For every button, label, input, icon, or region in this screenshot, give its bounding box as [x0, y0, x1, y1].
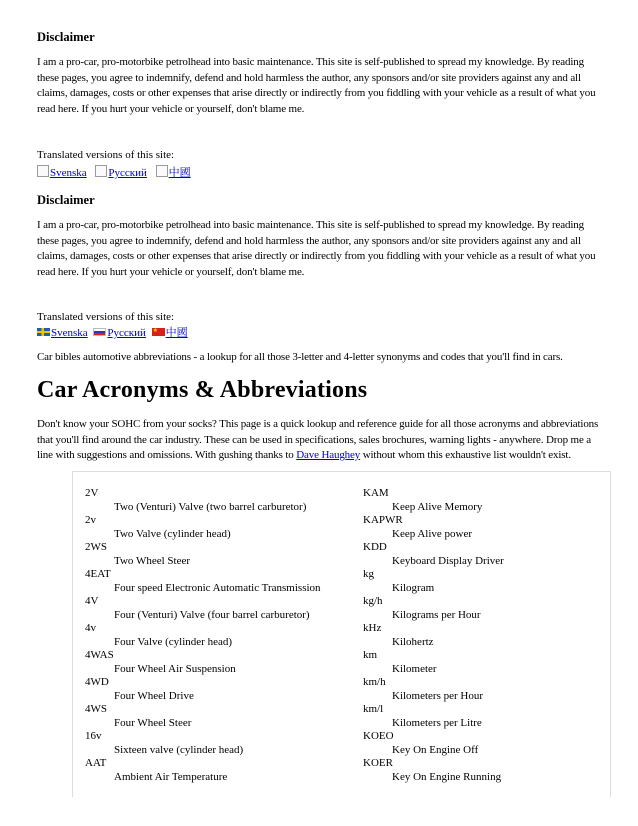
acronym-definition: Four speed Electronic Automatic Transmission [114, 581, 321, 594]
svenska-link[interactable]: Svenska [37, 327, 88, 339]
acronym-definition: Kilogram [392, 581, 435, 594]
acronym-table [72, 471, 611, 797]
china-flag-icon [152, 328, 165, 336]
disclaimer-text-1: I am a pro-car, pro-motorbike petrolhead into basic maintenance. This site is self-published to spread my knowledge. By reading these pages, you agree to indemnify, defend and hold harmless the author, any sponsors and/or site providers against any and all claims, damages, costs or other expenses that arise directly or indirectly from you fiddling with your vehicle as a result of what you read here. If you hurt your vehicle or yourself, don't blame me. [37, 56, 596, 115]
acronym-definition: Kilometers per Hour [392, 689, 484, 702]
sweden-flag-icon [37, 328, 50, 336]
acronym-column-right [363, 487, 504, 784]
acronym-term: 4v [85, 622, 96, 634]
broken-image-icon [156, 165, 168, 177]
acronym-term: KOER [363, 757, 393, 769]
acronym-term: KOEO [363, 730, 394, 742]
acronym-term: 2v [85, 514, 96, 526]
russian-link[interactable]: Русский [95, 167, 147, 179]
broken-image-icon [37, 165, 49, 177]
translations-label-2: Translated versions of this site: [37, 311, 175, 323]
translations-links-1 [37, 165, 603, 180]
acronym-term: kg/h [363, 595, 383, 607]
acronym-definition: Four Valve (cylinder head) [114, 635, 233, 648]
acronym-definition: Ambient Air Temperature [114, 770, 228, 783]
russia-flag-icon [93, 328, 106, 336]
acronym-term: km [363, 649, 378, 661]
page-title: Car Acronyms & Abbreviations [37, 377, 368, 403]
acronym-term: 4WAS [85, 649, 114, 661]
acronym-definition: Two (Venturi) Valve (two barrel carburetor) [114, 500, 307, 513]
translations-links-2 [37, 326, 603, 340]
acronym-definition: Four Wheel Steer [114, 716, 192, 729]
acronym-term: kg [363, 568, 374, 580]
acronym-term: 2WS [85, 541, 107, 553]
acronym-term: 16v [85, 730, 102, 742]
acronym-definition: Key On Engine Running [392, 770, 502, 783]
acronym-term: KDD [363, 541, 387, 553]
intro-text: Don't know your SOHC from your socks? This page is a quick lookup and reference guide for all those acronyms and abbreviations that you'll find around the car industry. These can be used in specifications, sales brochures, warning lights - anywhere. Drop me a line with suggestions and omissions. With gushing thanks to Dave Haughey without whom this exhaustive list wouldn't exist. [37, 418, 599, 461]
acronym-term: km/l [363, 703, 384, 715]
dave-haughey-link[interactable]: Dave Haughey [296, 449, 361, 461]
acronym-definition: Key On Engine Off [392, 743, 479, 756]
acronym-definition: Four Wheel Drive [114, 689, 194, 702]
acronym-column-left [85, 487, 321, 784]
translations-label-1: Translated versions of this site: [37, 149, 175, 161]
acronym-definition: Keep Alive power [392, 527, 473, 540]
acronym-definition: Four Wheel Air Suspension [114, 662, 236, 675]
chinese-link[interactable]: ★ 中國 [152, 327, 188, 339]
acronym-definition: Four (Venturi) Valve (four barrel carburetor) [114, 608, 310, 621]
chinese-link[interactable]: 中國 [156, 167, 191, 179]
acronym-term: 4EAT [85, 568, 111, 580]
acronym-term: kHz [363, 622, 382, 634]
acronym-definition: Two Wheel Steer [114, 554, 191, 567]
acronym-term: AAT [85, 757, 107, 769]
broken-image-icon [95, 165, 107, 177]
acronym-term: 4WS [85, 703, 107, 715]
acronym-term: 4V [85, 595, 99, 607]
acronym-term: km/h [363, 676, 386, 688]
disclaimer-text-2: I am a pro-car, pro-motorbike petrolhead into basic maintenance. This site is self-published to spread my knowledge. By reading these pages, you agree to indemnify, defend and hold harmless the author, any sponsors and/or site providers against any and all claims, damages, costs or other expenses that arise directly or indirectly from you fiddling with your vehicle as a result of what you read here. If you hurt your vehicle or yourself, don't blame me. [37, 219, 596, 278]
acronym-definition: Kilometer [392, 662, 437, 675]
acronym-definition: Kilograms per Hour [392, 608, 481, 621]
svenska-link[interactable]: Svenska [37, 167, 87, 179]
acronym-term: 2V [85, 487, 99, 499]
acronym-definition: Keyboard Display Driver [392, 554, 504, 567]
acronym-definition: Kilohertz [392, 635, 434, 648]
acronym-definition: Kilometers per Litre [392, 716, 482, 729]
acronym-term: 4WD [85, 676, 109, 688]
tagline: Car bibles automotive abbreviations - a lookup for all those 3-letter and 4-letter synonyms and codes that you'll find in cars. [37, 351, 563, 363]
disclaimer-heading-1: Disclaimer [37, 30, 95, 44]
acronym-definition: Sixteen valve (cylinder head) [114, 743, 244, 756]
russian-link[interactable]: Русский [93, 327, 146, 339]
acronym-definition: Two Valve (cylinder head) [114, 527, 231, 540]
disclaimer-heading-2: Disclaimer [37, 193, 95, 207]
acronym-term: KAPWR [363, 514, 403, 526]
acronym-definition: Keep Alive Memory [392, 500, 483, 513]
acronym-term: KAM [363, 487, 389, 499]
